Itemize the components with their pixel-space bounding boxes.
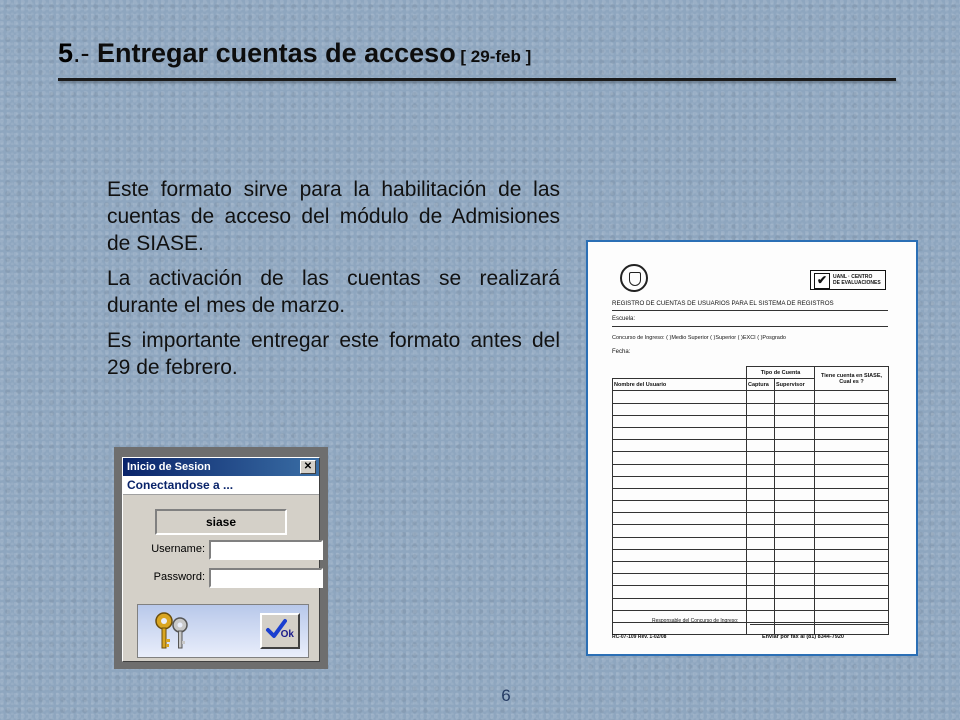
- table-row: [613, 391, 889, 403]
- table-cell: [613, 562, 747, 574]
- table-row: [613, 464, 889, 476]
- header-tiene-cuenta: Tiene cuenta en SIASE, Cual es ?: [815, 367, 889, 391]
- fecha-label: Fecha:: [612, 349, 631, 355]
- table-row: [613, 513, 889, 525]
- table-cell: [775, 452, 815, 464]
- table-cell: [613, 464, 747, 476]
- table-cell: [815, 415, 889, 427]
- table-cell: [613, 476, 747, 488]
- table-cell: [775, 586, 815, 598]
- table-cell: [775, 513, 815, 525]
- ok-button[interactable]: [260, 613, 300, 649]
- table-cell: [775, 476, 815, 488]
- table-cell: [775, 574, 815, 586]
- slide-title: [58, 38, 531, 69]
- table-row: [613, 562, 889, 574]
- table-cell: [775, 537, 815, 549]
- col-captura: Captura: [747, 379, 775, 391]
- table-cell: [613, 415, 747, 427]
- table-cell: [747, 452, 775, 464]
- table-cell: [815, 574, 889, 586]
- table-cell: [747, 610, 775, 622]
- table-cell: [775, 610, 815, 622]
- page-number: 6: [501, 686, 511, 705]
- table-cell: [815, 562, 889, 574]
- option-superior: )Superior (: [713, 335, 740, 341]
- table-cell: [747, 562, 775, 574]
- connecting-label: Conectandose a ...: [123, 476, 319, 495]
- table-row: [613, 403, 889, 415]
- table-cell: [747, 403, 775, 415]
- fax-note: Enviar por fax al (81) 8344-7920: [762, 634, 844, 640]
- table-cell: [775, 562, 815, 574]
- table-cell: [815, 391, 889, 403]
- table-cell: [613, 622, 747, 634]
- table-row: [613, 574, 889, 586]
- table-row: [613, 537, 889, 549]
- paragraph-activation: La activación de las cuentas se realizará durante el mes de marzo.: [107, 267, 560, 317]
- table-cell: [747, 427, 775, 439]
- table-cell: [747, 415, 775, 427]
- title-date: [ 29-feb ]: [455, 47, 532, 66]
- table-cell: [775, 488, 815, 500]
- table-cell: [775, 598, 815, 610]
- table-group-header: [613, 367, 889, 379]
- responsable-label: Responsable del Concurso de Ingreso:: [652, 618, 739, 624]
- table-cell: [613, 598, 747, 610]
- option-posgrado: )Posgrado: [760, 335, 786, 341]
- table-cell: [815, 488, 889, 500]
- escuela-line: [612, 326, 888, 327]
- table-cell: [747, 476, 775, 488]
- title-text: Entregar cuentas de acceso: [97, 38, 456, 68]
- table-cell: [747, 440, 775, 452]
- table-cell: [815, 513, 889, 525]
- table-cell: [613, 403, 747, 415]
- registration-form-image: [586, 240, 918, 656]
- table-cell: [613, 501, 747, 513]
- table-cell: [815, 403, 889, 415]
- table-row: [613, 415, 889, 427]
- table-cell: [613, 549, 747, 561]
- password-row: [123, 568, 319, 588]
- login-footer: [137, 604, 309, 658]
- table-cell: [815, 549, 889, 561]
- title-separator: .-: [73, 38, 98, 68]
- form-title: REGISTRO DE CUENTAS DE USUARIOS PARA EL SISTEMA DE REGISTROS: [612, 300, 834, 307]
- table-row: [613, 549, 889, 561]
- table-cell: [815, 452, 889, 464]
- option-exci: )EXCI (: [741, 335, 760, 341]
- table-row: [613, 598, 889, 610]
- table-cell: [747, 574, 775, 586]
- table-cell: [613, 391, 747, 403]
- concurso-row: [612, 335, 786, 341]
- table-cell: [775, 415, 815, 427]
- table-cell: [747, 488, 775, 500]
- header-tipo-cuenta: Tipo de Cuenta: [747, 367, 815, 379]
- table-cell: [815, 427, 889, 439]
- table-cell: [747, 586, 775, 598]
- table-cell: [747, 464, 775, 476]
- paragraph-purpose: Este formato sirve para la habilitación de las cuentas de acceso del módulo de Admisiones de SIASE.: [107, 178, 560, 255]
- table-cell: [613, 586, 747, 598]
- table-cell: [613, 427, 747, 439]
- table-row: [613, 452, 889, 464]
- keys-icon: [152, 611, 196, 651]
- responsable-line: [750, 624, 888, 625]
- escuela-label: Escuela:: [612, 316, 636, 322]
- table-cell: [775, 403, 815, 415]
- paragraph-deadline: Es importante entregar este formato antes del 29 de febrero.: [107, 329, 560, 379]
- table-cell: [815, 525, 889, 537]
- slide-body: [107, 176, 560, 389]
- table-cell: [613, 452, 747, 464]
- evaluation-center-logo: [810, 270, 886, 290]
- table-cell: [747, 537, 775, 549]
- username-row: [123, 540, 319, 560]
- col-supervisor: Supervisor: [775, 379, 815, 391]
- table-row: [613, 586, 889, 598]
- table-row: [613, 476, 889, 488]
- login-window: [122, 457, 320, 662]
- table-cell: [613, 574, 747, 586]
- option-medio-superior: )Medio Superior (: [669, 335, 712, 341]
- table-cell: [815, 586, 889, 598]
- table-cell: [775, 440, 815, 452]
- table-cell: [747, 391, 775, 403]
- col-nombre-usuario: Nombre del Usuario: [613, 379, 747, 391]
- table-cell: [747, 501, 775, 513]
- table-row: [613, 501, 889, 513]
- table-row: [613, 488, 889, 500]
- login-screenshot: [114, 447, 328, 669]
- table-cell: [815, 598, 889, 610]
- table-cell: [775, 501, 815, 513]
- table-cell: [815, 440, 889, 452]
- table-cell: [613, 440, 747, 452]
- table-cell: [775, 549, 815, 561]
- table-row: [613, 525, 889, 537]
- login-window-title: Inicio de Sesion: [127, 461, 211, 473]
- users-table: [612, 366, 889, 635]
- table-cell: [815, 464, 889, 476]
- password-label: Password:: [153, 571, 205, 583]
- table-cell: [747, 525, 775, 537]
- table-row: [613, 440, 889, 452]
- concurso-label: Concurso de Ingreso: (: [612, 335, 668, 341]
- table-cell: [775, 464, 815, 476]
- table-cell: [613, 513, 747, 525]
- university-seal-icon: [620, 264, 648, 292]
- table-cell: [775, 427, 815, 439]
- title-number: 5: [58, 38, 74, 68]
- ok-label: Ok: [280, 629, 294, 640]
- login-titlebar: [123, 458, 319, 476]
- table-cell: [613, 488, 747, 500]
- table-cell: [747, 598, 775, 610]
- password-input[interactable]: [209, 568, 323, 588]
- table-cell: [613, 525, 747, 537]
- table-cell: [815, 537, 889, 549]
- table-cell: [747, 513, 775, 525]
- brand-check-icon: ✔: [814, 273, 830, 289]
- close-icon[interactable]: ✕: [300, 460, 316, 474]
- table-cell: [815, 610, 889, 622]
- username-input[interactable]: [209, 540, 323, 560]
- table-row: [613, 427, 889, 439]
- username-label: Username:: [151, 543, 205, 555]
- table-cell: [613, 537, 747, 549]
- table-cell: [775, 525, 815, 537]
- blank-header-cell: [613, 367, 747, 379]
- server-name-display: siase: [155, 509, 287, 535]
- form-rule: [612, 310, 888, 311]
- brand-line-1: UANL · CENTRO: [833, 274, 873, 280]
- brand-line-2: DE EVALUACIONES: [833, 280, 881, 286]
- table-cell: [775, 391, 815, 403]
- title-underline: [58, 78, 896, 81]
- table-cell: [815, 501, 889, 513]
- form-code: RC-07-109 Rev. 1-02/08: [612, 634, 667, 640]
- table-cell: [815, 476, 889, 488]
- table-cell: [747, 549, 775, 561]
